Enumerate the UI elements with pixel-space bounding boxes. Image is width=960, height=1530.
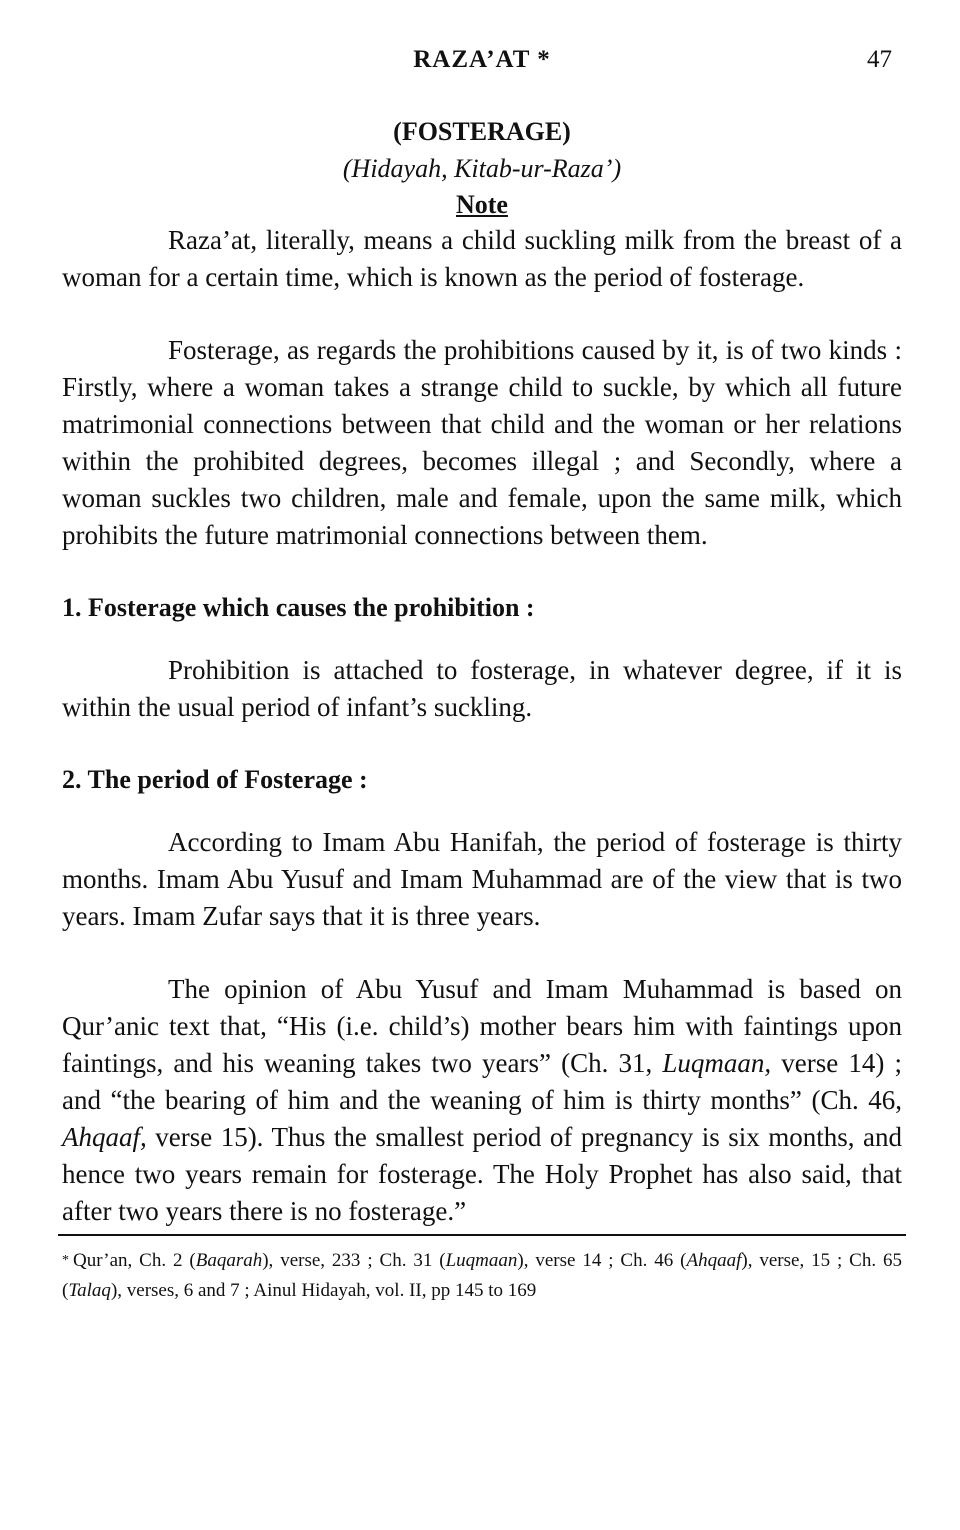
text-run: verse 14) ; and “the bearing of him and the weaning of him is thirty months” (Ch. 46, xyxy=(62,1048,902,1115)
page xyxy=(62,38,902,1306)
footnote-divider xyxy=(58,1234,906,1236)
paragraph-kinds: Fosterage, as regards the prohibitions caused by it, is of two kinds : Firstly, where a woman takes a strange child to suckle, by which all future matrimonial connections between that child and the woman or her relations within the prohibited degrees, becomes illegal ; and Secondly, where a woman suckles two children, male and female, upon the same milk, which prohibits the future matrimonial connections between them. xyxy=(62,335,902,550)
footnote-text: ), verse, 15 ; Ch. 65 ( xyxy=(62,1250,902,1301)
page-number: 47 xyxy=(867,46,892,73)
footnote-ref: Ahqaaf xyxy=(686,1250,742,1271)
footnote-mark: * xyxy=(62,1253,69,1268)
section-2-text-2 xyxy=(62,971,902,1230)
footnote-ref: Luqmaan xyxy=(445,1250,518,1271)
footnote-text: ), verses, 6 and 7 ; Ainul Hidayah, vol. II, pp 145 to 169 xyxy=(110,1280,537,1301)
footnote xyxy=(62,1246,902,1306)
citation-luqmaan: Luqmaan, xyxy=(662,1048,772,1078)
chapter-title: (FOSTERAGE) xyxy=(393,117,571,146)
citation-ahqaaf: Ahqaaf, xyxy=(62,1122,147,1152)
note-heading: Note xyxy=(456,190,508,219)
running-header xyxy=(62,38,902,84)
footnote-ref: Baqarah xyxy=(195,1250,263,1271)
paragraph-definition: Raza’at, literally, means a child suckling milk from the breast of a woman for a certain time, which is known as the period of fosterage. xyxy=(62,225,902,292)
section-1-text: Prohibition is attached to fosterage, in whatever degree, if it is within the usual period of infant’s suckling. xyxy=(62,655,902,722)
section-2-heading: 2. The period of Fosterage : xyxy=(62,765,368,794)
footnote-text: ), verse 14 ; Ch. 46 ( xyxy=(517,1250,687,1271)
section-1-heading: 1. Fosterage which causes the prohibition : xyxy=(62,593,535,622)
chapter-source: (Hidayah, Kitab-ur-Raza’) xyxy=(342,154,622,183)
footnote-ref: Talaq xyxy=(68,1280,111,1301)
text-run: verse 15). Thus the smallest period of pregnancy is six months, and hence two years remain for fosterage. The Holy Prophet has also said, that after two years there is no fosterage.” xyxy=(62,1122,902,1226)
text-run: The opinion of Abu Yusuf and Imam Muhammad is based on Qur’anic text that, “His (i.e. child’s) mother bears him with faintings upon faintings, and his weaning takes two years” (Ch. 31, xyxy=(62,974,902,1078)
section-2-text-1: According to Imam Abu Hanifah, the period of fosterage is thirty months. Imam Abu Yusuf and Imam Muhammad are of the view that is two years. Imam Zufar says that it is three years. xyxy=(62,827,902,931)
footnote-text: ), verse, 233 ; Ch. 31 ( xyxy=(262,1250,446,1271)
footnote-text: Qur’an, Ch. 2 ( xyxy=(73,1250,196,1271)
running-title: RAZA’AT * xyxy=(413,46,551,73)
